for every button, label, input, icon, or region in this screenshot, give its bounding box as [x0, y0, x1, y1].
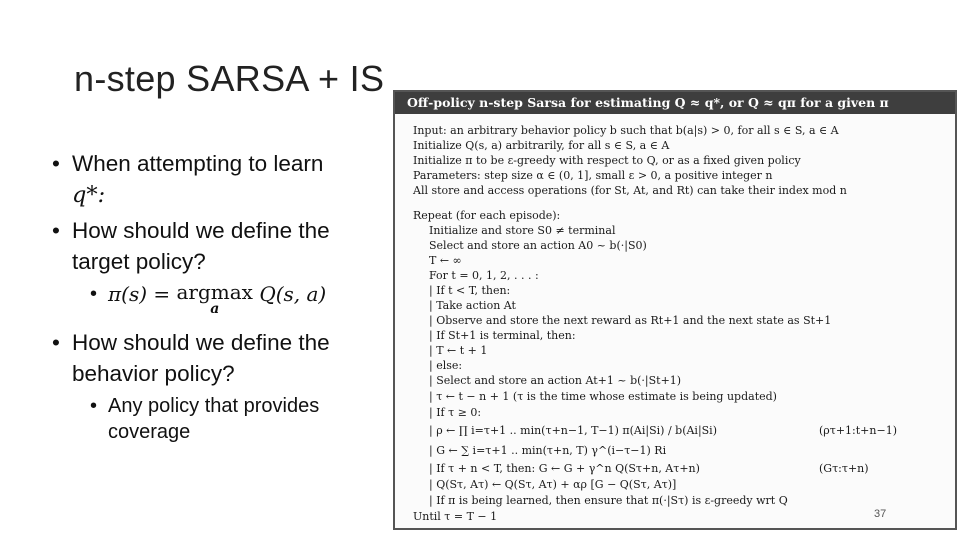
formula-lhs: π(s) =	[108, 282, 177, 306]
algorithm-header: Off-policy n-step Sarsa for estimating Q ≈ q*, or Q ≈ qπ for a given π	[395, 92, 955, 114]
algo-line-repeat: Repeat (for each episode):	[413, 209, 561, 222]
algo-line-init-pi: Initialize π to be ε-greedy with respect to Q, or as a fixed given policy	[413, 154, 801, 167]
sub-bullet-text: Any policy that provides coverage	[108, 395, 320, 443]
bullet-list	[52, 148, 392, 445]
bullet-learn-q-star	[52, 148, 392, 211]
algo-line-tau: | τ ← t − n + 1 (τ is the time whose estimate is being updated)	[429, 390, 777, 403]
algo-line-params: Parameters: step size α ∈ (0, 1], small ε > 0, a positive integer n	[413, 169, 773, 182]
formula-rhs: Q(s, a)	[252, 282, 327, 306]
argmax-subscript: a	[210, 301, 220, 317]
algo-line-if-tau: | If τ ≥ 0:	[429, 406, 482, 419]
algorithm-box	[393, 90, 957, 530]
bullet-behavior-policy	[52, 327, 392, 389]
algo-line-input: Input: an arbitrary behavior policy b such that b(a|s) > 0, for all s ∈ S, a ∈ A	[413, 124, 839, 137]
algo-line-pi-update: | If π is being learned, then ensure that π(·|Sτ) is ε-greedy wrt Q	[429, 494, 788, 507]
algo-line-select-a0: Select and store an action A0 ~ b(·|S0)	[429, 239, 647, 252]
algo-line-Q-update: | Q(Sτ, Aτ) ← Q(Sτ, Aτ) + αρ [G − Q(Sτ, Aτ)]	[429, 478, 677, 491]
bullet-text: When attempting to learn	[72, 151, 324, 176]
algo-line-take-action: | Take action At	[429, 299, 516, 312]
algo-line-G-sum: | G ← ∑ i=τ+1 .. min(τ+n, T) γ^(i−τ−1) Ri	[429, 444, 667, 457]
algo-line-select-next: | Select and store an action At+1 ~ b(·|St+1)	[429, 374, 682, 387]
argmax-label: argmax	[176, 280, 253, 304]
algo-line-until: Until τ = T − 1	[413, 510, 498, 523]
sub-bullet-target-formula	[52, 281, 392, 315]
algo-line-if-terminal: | If St+1 is terminal, then:	[429, 329, 576, 342]
algo-line-init-s0: Initialize and store S0 ≠ terminal	[429, 224, 616, 237]
algo-line-G-bootstrap: | If τ + n < T, then: G ← G + γ^n Q(Sτ+n, Aτ+n)	[429, 462, 700, 475]
algo-line-else: | else:	[429, 359, 463, 372]
algo-line-store-mod: All store and access operations (for St, At, and Rt) can take their index mod n	[413, 184, 847, 197]
algo-line-init-q: Initialize Q(s, a) arbitrarily, for all s ∈ S, a ∈ A	[413, 139, 670, 152]
algo-line-rho: | ρ ← ∏ i=τ+1 .. min(τ+n−1, T−1) π(Ai|Si) / b(Ai|Si)	[429, 424, 717, 437]
bullet-target-policy	[52, 215, 392, 277]
algo-annotation-rho: (ρτ+1:t+n−1)	[819, 424, 897, 437]
bullet-text: How should we define the behavior policy?	[72, 330, 330, 386]
algo-line-for-t: For t = 0, 1, 2, . . . :	[429, 269, 539, 282]
algo-line-observe: | Observe and store the next reward as Rt+1 and the next state as St+1	[429, 314, 832, 327]
sub-bullet-coverage	[52, 393, 392, 445]
bullet-text: How should we define the target policy?	[72, 218, 330, 274]
algo-annotation-G: (Gτ:τ+n)	[819, 462, 869, 475]
slide-title: n-step SARSA + IS	[74, 58, 385, 99]
page-number: 37	[874, 508, 887, 520]
algo-line-t-inf: T ← ∞	[429, 254, 462, 267]
algo-line-if-t-lt-T: | If t < T, then:	[429, 284, 511, 297]
bullet-math-q-star: q*:	[72, 182, 106, 208]
algo-line-set-T: | T ← t + 1	[429, 344, 488, 357]
formula-argmax	[177, 281, 253, 315]
